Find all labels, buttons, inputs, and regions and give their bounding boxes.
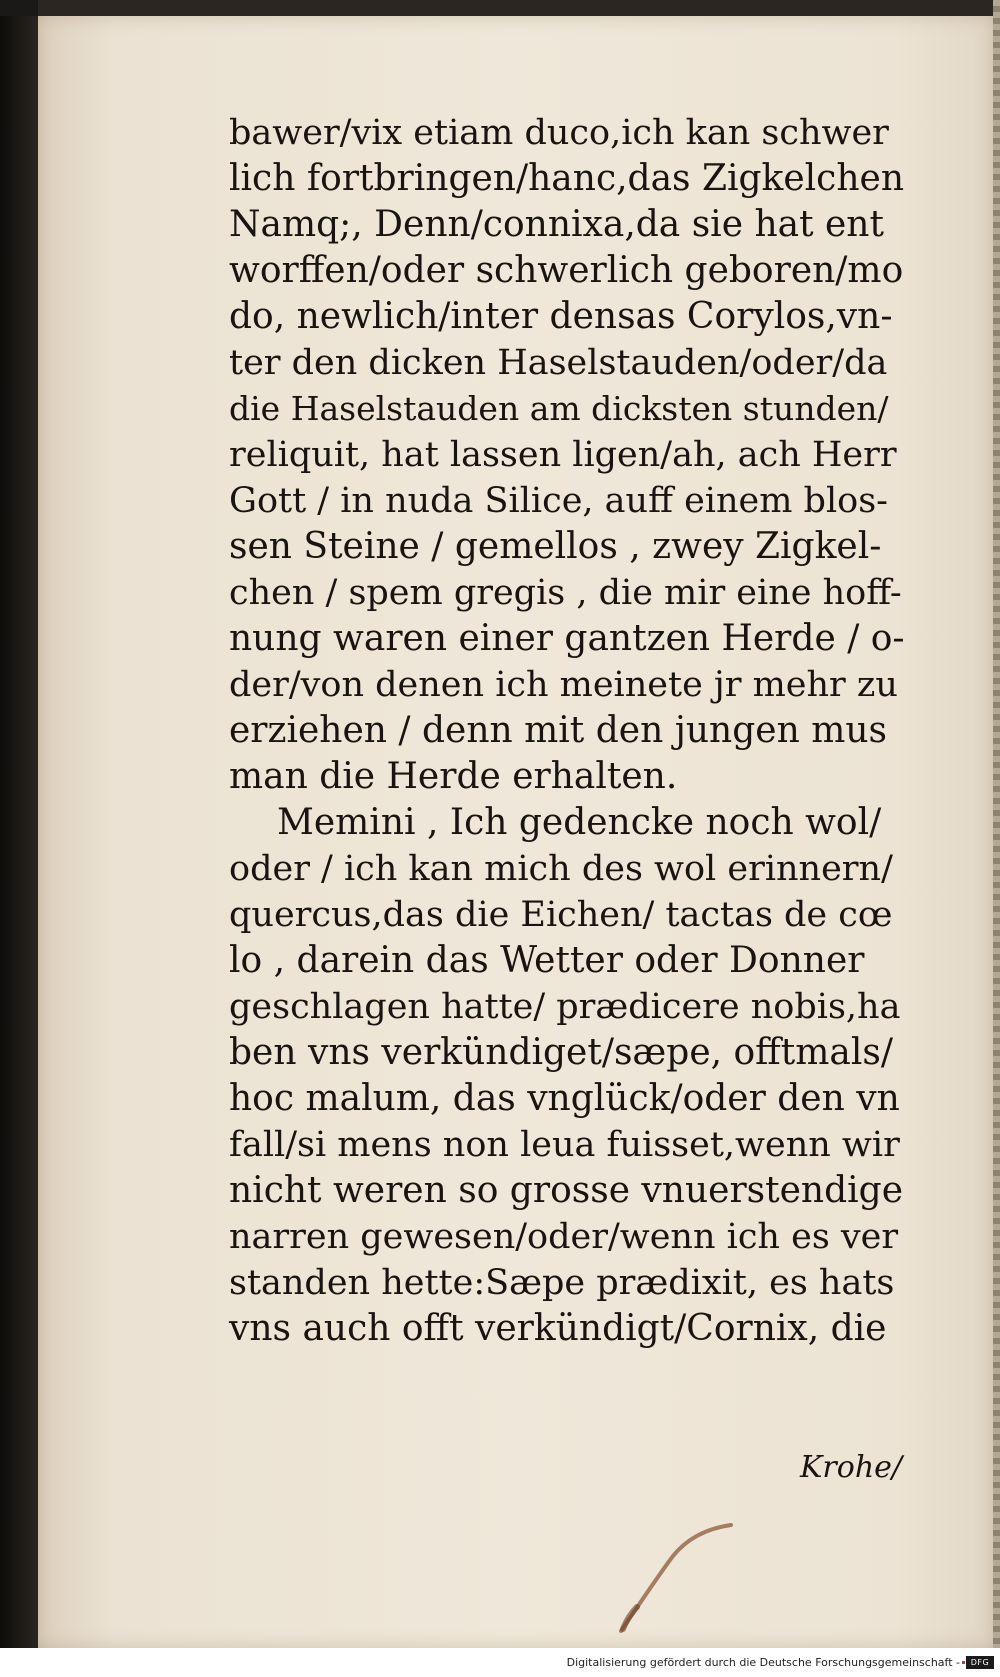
text-line: Namq;, Denn/connixa,da sie hat ent (229, 204, 884, 245)
text-line: ter den dicken Haselstauden/oder/da (229, 343, 888, 383)
text-line: der/von denen ich meinete jr mehr zu (229, 665, 898, 705)
text-line: hoc malum, das vnglück/oder den vn (229, 1078, 900, 1119)
text-line: die Haselstauden am dicksten stunden/ (229, 389, 889, 428)
text-line: bawer/vix etiam duco,ich kan schwer (229, 113, 889, 153)
text-line: ben vns verkündiget/sæpe, offtmals/ (229, 1032, 893, 1073)
page-edge-strip (993, 0, 1000, 1648)
text-line: chen / spem gregis , die mir eine hoff- (229, 573, 902, 613)
top-dark-strip (38, 0, 993, 16)
ink-stroke-mark (613, 1521, 743, 1641)
text-line: do, newlich/inter densas Corylos,vn- (229, 296, 893, 337)
text-line: standen hette:Sæpe prædixit, es hats (229, 1263, 895, 1303)
text-line-paragraph-start: Memini , Ich gedencke noch wol/ (277, 802, 882, 843)
text-line: erziehen / denn mit den jungen mus (229, 710, 888, 751)
text-line: Gott / in nuda Silice, auff einem blos- (229, 481, 889, 521)
footer-credit-text: Digitalisierung gefördert durch die Deutsche Forschungsgemeinschaft - (566, 1656, 960, 1669)
text-line: worffen/oder schwerlich geboren/mo (229, 250, 904, 291)
footer-bar (0, 1648, 1000, 1677)
book-spine-shadow (0, 16, 38, 1648)
text-line: reliquit, hat lassen ligen/ah, ach Herr (229, 435, 897, 475)
text-line: oder / ich kan mich des wol erinnern/ (229, 849, 893, 889)
text-line: nung waren einer gantzen Herde / o- (229, 618, 905, 659)
text-line: lo , darein das Wetter oder Donner (229, 940, 865, 981)
text-line: quercus,das die Eichen/ tactas de cœ (229, 895, 893, 935)
text-line: geschlagen hatte/ prædicere nobis,ha (229, 987, 901, 1027)
dfg-logo-icon: DFG (966, 1656, 994, 1669)
text-line: man die Herde erhalten. (229, 756, 678, 797)
text-line: fall/si mens non leua fuisset,wenn wir (229, 1125, 900, 1165)
text-line: lich fortbringen/hanc,das Zigkelchen (229, 158, 905, 199)
catchword: Krohe/ (800, 1450, 902, 1485)
text-line: sen Steine / gemellos , zwey Zigkel- (229, 526, 882, 567)
page-text-block (229, 108, 979, 1408)
text-line: nicht weren so grosse vnuerstendige (229, 1170, 903, 1211)
text-line: narren gewesen/oder/wenn ich es ver (229, 1217, 899, 1257)
text-line: vns auch offt verkündigt/Cornix, die (229, 1308, 887, 1349)
